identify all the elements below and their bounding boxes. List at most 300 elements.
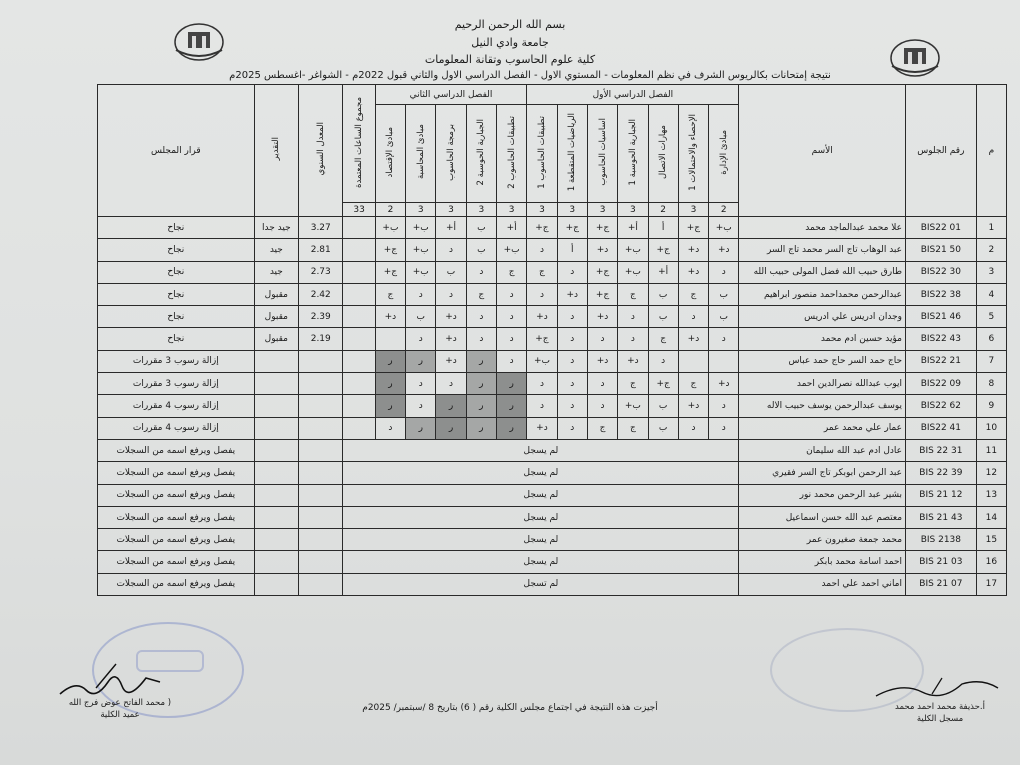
grade-value: ر (375, 395, 405, 417)
council-decision: نجاح (98, 283, 255, 305)
grade-value: د (406, 328, 436, 350)
council-decision: يفصل ويرفع اسمه من السجلات (98, 529, 255, 551)
student-name: يوسف عبدالرحمن يوسف حبيب الاله (739, 395, 906, 417)
grade-value (709, 350, 739, 372)
grade-value: ب+ (618, 395, 648, 417)
grade-value: د (406, 283, 436, 305)
credit-hours: 3 (587, 203, 617, 217)
grade-value: د+ (709, 373, 739, 395)
grade-value (678, 350, 708, 372)
grade-value: ج (618, 417, 648, 439)
grade-value: ج+ (648, 373, 678, 395)
grade-value: د (587, 373, 617, 395)
seat-number: BIS22 43 (906, 328, 977, 350)
col-gpa-header (299, 85, 343, 217)
total-hours-cell (343, 395, 375, 417)
student-name: عبد الوهاب تاج السر محمد تاج السر (739, 239, 906, 261)
seat-number: BIS 22 31 (906, 439, 977, 461)
grade-value: د (709, 328, 739, 350)
student-name: عادل ادم عبد الله سليمان (739, 439, 906, 461)
grade-value: ج (587, 417, 617, 439)
grade-value: أ+ (496, 217, 526, 239)
grade-value: ب+ (406, 261, 436, 283)
grade-value: ج+ (527, 328, 557, 350)
table-row (98, 395, 1007, 417)
grade-value: د (496, 328, 526, 350)
row-number: 10 (976, 417, 1006, 439)
student-name: اماني احمد علي احمد (739, 573, 906, 595)
grade-value: د (618, 306, 648, 328)
student-name: عمار علي محمد عمر (739, 417, 906, 439)
table-row (98, 283, 1007, 305)
result-title: نتيجة إمتحانات بكالريوس الشرف في نظم المعلومات - المستوي الاول - الفصل الدراسي الاول والثاني قبول 2022م - الشواغر -اغسطس 2025م (229, 70, 831, 81)
grade-value: د (709, 395, 739, 417)
credit-hours: 3 (496, 203, 526, 217)
council-decision: يفصل ويرفع اسمه من السجلات (98, 462, 255, 484)
gpa-value: 2.39 (299, 306, 343, 328)
course-header (527, 105, 557, 203)
credit-hours: 3 (557, 203, 587, 217)
seat-number: BIS21 50 (906, 239, 977, 261)
student-name: وجدان ادريس علي ادريس (739, 306, 906, 328)
course-header (466, 105, 496, 203)
table-row (98, 239, 1007, 261)
grade-value: ر (436, 417, 466, 439)
grade-value: ج+ (375, 239, 405, 261)
grade-value: ر (406, 417, 436, 439)
student-name: عبد الرحمن ابوبكر تاج السر فقيري (739, 462, 906, 484)
grade-value: ج (678, 373, 708, 395)
student-name: ايوب عبدالله نصرالدين احمد (739, 373, 906, 395)
seat-number: BIS 2138 (906, 529, 977, 551)
student-name: بشير عبد الرحمن محمد نور (739, 484, 906, 506)
row-number: 14 (976, 506, 1006, 528)
row-number: 3 (976, 261, 1006, 283)
grade-value: ج (375, 283, 405, 305)
not-registered-note: لم يسجل (343, 484, 739, 506)
table-row (98, 462, 1007, 484)
grade-text: مقبول (254, 283, 298, 305)
row-number: 13 (976, 484, 1006, 506)
seat-number: BIS 21 07 (906, 573, 977, 595)
grade-value: ج+ (587, 217, 617, 239)
registrar-name: أ.حذيفة محمد احمد محمد (895, 702, 985, 712)
registrar-signature (872, 672, 1002, 702)
seat-number: BIS22 41 (906, 417, 977, 439)
dean-signature (56, 660, 166, 700)
grade-value: د+ (618, 350, 648, 372)
total-hours-cell (343, 373, 375, 395)
row-number: 15 (976, 529, 1006, 551)
seat-number: BIS 21 43 (906, 506, 977, 528)
course-name: الإحصاء والاحتمالات 1 (688, 113, 699, 191)
total-hours-cell (343, 261, 375, 283)
gpa-cell (299, 551, 343, 573)
grade-value: أ (557, 239, 587, 261)
row-number: 2 (976, 239, 1006, 261)
total-hours-value: 33 (343, 203, 375, 217)
grade-value: د (527, 395, 557, 417)
council-decision: إزالة رسوب 4 مقررات (98, 417, 255, 439)
seat-number: BIS 22 39 (906, 462, 977, 484)
basmala: بسم الله الرحمن الرحيم (454, 18, 566, 31)
council-decision: إزالة رسوب 4 مقررات (98, 395, 255, 417)
grade-cell (254, 551, 298, 573)
sem1-header: الفصل الدراسي الأول (527, 85, 739, 105)
course-name: مهارات الاتصال (658, 125, 669, 179)
not-registered-note: لم يسجل (343, 439, 739, 461)
council-decision: إزالة رسوب 3 مقررات (98, 373, 255, 395)
grade-value: د (436, 373, 466, 395)
gpa-value (299, 395, 343, 417)
course-name: الرياضيات المتقطعة 1 (567, 112, 578, 192)
grade-value: ب (648, 306, 678, 328)
grade-value: د (709, 261, 739, 283)
seat-number: BIS22 30 (906, 261, 977, 283)
grade-value: ب+ (406, 239, 436, 261)
grade-value: ب (648, 395, 678, 417)
course-name: مبادئ المحاسبة (415, 124, 426, 180)
grade-value: ج+ (587, 283, 617, 305)
dean-title: عميد الكلية (100, 710, 140, 720)
row-number: 8 (976, 373, 1006, 395)
grade-value: د (587, 395, 617, 417)
table-row (98, 439, 1007, 461)
grade-value: أ (648, 217, 678, 239)
course-header (436, 105, 466, 203)
grade-value: د (587, 328, 617, 350)
gpa-cell (299, 506, 343, 528)
grade-value: ر (496, 373, 526, 395)
seat-number: BIS22 62 (906, 395, 977, 417)
grade-value: ر (466, 395, 496, 417)
grade-value: ر (375, 350, 405, 372)
grade-value: د (466, 328, 496, 350)
not-registered-note: لم تسجل (343, 573, 739, 595)
grade-value: د (466, 261, 496, 283)
col-total-hours-header (343, 85, 375, 203)
grade-value: ر (466, 417, 496, 439)
grade-value: د+ (436, 328, 466, 350)
grade-value: د+ (527, 306, 557, 328)
grade-value: ر (406, 350, 436, 372)
row-number: 12 (976, 462, 1006, 484)
grade-value: ج+ (375, 261, 405, 283)
course-header (496, 105, 526, 203)
grade-text (254, 395, 298, 417)
grade-value: د+ (557, 283, 587, 305)
table-row (98, 529, 1007, 551)
table-row (98, 306, 1007, 328)
council-decision: يفصل ويرفع اسمه من السجلات (98, 439, 255, 461)
gpa-cell (299, 529, 343, 551)
grade-value: د (406, 373, 436, 395)
credit-hours: 3 (618, 203, 648, 217)
course-name: برمجة الحاسوب (446, 123, 457, 181)
sem2-header: الفصل الدراسي الثاني (375, 85, 527, 105)
grade-value: د (436, 239, 466, 261)
registrar-title: مسجل الكلية (916, 714, 964, 724)
total-hours-cell (343, 239, 375, 261)
grade-value: د (527, 283, 557, 305)
grade-value: د (406, 395, 436, 417)
gpa-cell (299, 573, 343, 595)
seat-number: BIS22 38 (906, 283, 977, 305)
grade-value: د (557, 350, 587, 372)
seat-number: BIS22 01 (906, 217, 977, 239)
gpa-value: 2.81 (299, 239, 343, 261)
grade-value: ج+ (587, 261, 617, 283)
dean-name: ( محمد الفاتح عوض فرج الله (68, 698, 172, 708)
grade-cell (254, 462, 298, 484)
col-no-header: م (976, 85, 1006, 217)
grade-value: د+ (587, 350, 617, 372)
credit-hours: 2 (709, 203, 739, 217)
credit-hours: 3 (527, 203, 557, 217)
grade-value: د (557, 373, 587, 395)
grade-value: ر (466, 373, 496, 395)
grade-text (254, 373, 298, 395)
council-decision: إزالة رسوب 3 مقررات (98, 350, 255, 372)
course-header (678, 105, 708, 203)
grade-value: ب (648, 417, 678, 439)
grade-value: د+ (678, 395, 708, 417)
council-decision: نجاح (98, 261, 255, 283)
grade-value: د (648, 350, 678, 372)
grade-value: ب+ (618, 261, 648, 283)
seat-number: BIS22 09 (906, 373, 977, 395)
course-header (648, 105, 678, 203)
grade-value: ر (496, 417, 526, 439)
grade-value: ج+ (527, 217, 557, 239)
course-name: الجبارية الحوسبة 2 (476, 118, 487, 186)
seat-number: BIS 21 03 (906, 551, 977, 573)
gpa-value: 3.27 (299, 217, 343, 239)
col-name-header: الأسم (739, 85, 906, 217)
grade-value: د+ (587, 239, 617, 261)
course-name: تطبيقات الحاسوب 1 (536, 115, 547, 189)
total-hours-cell (343, 417, 375, 439)
table-row (98, 373, 1007, 395)
grade-value: ر (436, 395, 466, 417)
not-registered-note: لم يسجل (343, 506, 739, 528)
credit-hours: 3 (678, 203, 708, 217)
grade-value: د (466, 306, 496, 328)
grade-value: د (527, 373, 557, 395)
row-number: 9 (976, 395, 1006, 417)
gpa-value: 2.73 (299, 261, 343, 283)
council-decision: نجاح (98, 217, 255, 239)
course-name: تطبيقات الحاسوب 2 (506, 115, 517, 189)
col-seat-header: رقم الجلوس (906, 85, 977, 217)
grade-text (254, 350, 298, 372)
gpa-cell (299, 462, 343, 484)
grade-value: د (557, 306, 587, 328)
grade-value: ر (466, 350, 496, 372)
grade-value: د (557, 261, 587, 283)
grade-value: ب (466, 217, 496, 239)
grade-value: د (557, 395, 587, 417)
credit-hours: 2 (648, 203, 678, 217)
grade-value: ر (496, 395, 526, 417)
grade-cell (254, 573, 298, 595)
grade-value: د+ (436, 306, 466, 328)
grade-cell (254, 529, 298, 551)
row-number: 16 (976, 551, 1006, 573)
grade-value: ب+ (709, 217, 739, 239)
course-header (375, 105, 405, 203)
table-row (98, 350, 1007, 372)
table-row (98, 328, 1007, 350)
grade-value: أ+ (436, 217, 466, 239)
grade-value: ج (678, 283, 708, 305)
council-decision: نجاح (98, 239, 255, 261)
seat-number: BIS22 21 (906, 350, 977, 372)
grade-value: د (496, 306, 526, 328)
student-name: معتصم عبد الله حسن اسماعيل (739, 506, 906, 528)
credit-hours: 3 (466, 203, 496, 217)
grade-value: ج (618, 373, 648, 395)
grade-value: ب (466, 239, 496, 261)
grade-value: ب+ (527, 350, 557, 372)
row-number: 5 (976, 306, 1006, 328)
grade-text: مقبول (254, 328, 298, 350)
grade-value: د (618, 328, 648, 350)
row-number: 1 (976, 217, 1006, 239)
grade-value: ب+ (618, 239, 648, 261)
grade-value: د+ (678, 261, 708, 283)
student-name: علا محمد عبدالماجد محمد (739, 217, 906, 239)
grade-value: أ+ (618, 217, 648, 239)
grade-value: د (678, 417, 708, 439)
grade-value: ج (527, 261, 557, 283)
course-name: مبادئ الإدارة (718, 129, 729, 175)
university-name: جامعة وادي النيل (471, 36, 549, 49)
grade-value: د+ (375, 306, 405, 328)
council-decision: نجاح (98, 306, 255, 328)
grade-value: ج (648, 328, 678, 350)
grade-value: ب (709, 283, 739, 305)
table-row (98, 217, 1007, 239)
grade-value: ج (496, 261, 526, 283)
course-header (587, 105, 617, 203)
grade-value: ج (466, 283, 496, 305)
grade-label: التقدير (271, 137, 282, 161)
grade-value: ج (618, 283, 648, 305)
grade-value: ب+ (375, 217, 405, 239)
grade-text: جيد جدا (254, 217, 298, 239)
total-hours-cell (343, 328, 375, 350)
grade-value: د (709, 417, 739, 439)
total-hours-cell (343, 350, 375, 372)
total-hours-cell (343, 217, 375, 239)
student-name: محمد جمعة صغيرون عمر (739, 529, 906, 551)
grade-value: ب (648, 283, 678, 305)
course-header (406, 105, 436, 203)
grade-value: د (436, 283, 466, 305)
gpa-value (299, 350, 343, 372)
course-header (709, 105, 739, 203)
council-decision: يفصل ويرفع اسمه من السجلات (98, 484, 255, 506)
grade-value: د (557, 328, 587, 350)
gpa-value (299, 373, 343, 395)
council-decision: يفصل ويرفع اسمه من السجلات (98, 573, 255, 595)
table-row (98, 417, 1007, 439)
student-name: مؤيد حسين ادم محمد (739, 328, 906, 350)
table-row (98, 573, 1007, 595)
grade-value: د (557, 417, 587, 439)
total-hours-cell (343, 283, 375, 305)
row-number: 4 (976, 283, 1006, 305)
grade-value: ب+ (406, 217, 436, 239)
grade-value: د+ (678, 239, 708, 261)
table-row (98, 261, 1007, 283)
grade-cell (254, 439, 298, 461)
gpa-value (299, 417, 343, 439)
row-number: 17 (976, 573, 1006, 595)
council-decision: نجاح (98, 328, 255, 350)
student-name: طارق حبيب الله فضل المولى حبيب الله (739, 261, 906, 283)
course-name: الجبارية الحوسبة 1 (627, 118, 638, 186)
grade-text: جيد (254, 239, 298, 261)
grade-text (254, 417, 298, 439)
grade-cell (254, 506, 298, 528)
credit-hours: 3 (436, 203, 466, 217)
grade-value: ر (375, 373, 405, 395)
gpa-cell (299, 484, 343, 506)
gpa-cell (299, 439, 343, 461)
col-grade-header (254, 85, 298, 217)
row-number: 11 (976, 439, 1006, 461)
results-table (97, 84, 1007, 596)
gpa-value: 2.19 (299, 328, 343, 350)
row-number: 6 (976, 328, 1006, 350)
col-decision-header: قرار المجلس (98, 85, 255, 217)
grade-value: د (527, 239, 557, 261)
table-row (98, 484, 1007, 506)
grade-value: ج+ (557, 217, 587, 239)
gpa-value: 2.42 (299, 283, 343, 305)
grade-value: ب+ (496, 239, 526, 261)
grade-value: د+ (678, 328, 708, 350)
course-header (618, 105, 648, 203)
grade-value: د (496, 350, 526, 372)
row-number: 7 (976, 350, 1006, 372)
grade-value: د+ (709, 239, 739, 261)
grade-value: د+ (527, 417, 557, 439)
course-name: مبادئ الإقتصاد (385, 126, 396, 178)
grade-value: ب (436, 261, 466, 283)
grade-text: مقبول (254, 306, 298, 328)
grade-value: ب (709, 306, 739, 328)
grade-value: د+ (587, 306, 617, 328)
council-decision: يفصل ويرفع اسمه من السجلات (98, 551, 255, 573)
total-hours-label: مجموع الساعات المعتمدة (354, 96, 365, 188)
credit-hours: 3 (406, 203, 436, 217)
student-name: احمد اسامة محمد بابكر (739, 551, 906, 573)
not-registered-note: لم يسجل (343, 529, 739, 551)
grade-value: د (375, 417, 405, 439)
student-name: حاج حمد السر حاج حمد عباس (739, 350, 906, 372)
grade-value: ج+ (678, 217, 708, 239)
gpa-label: المعدل السنوي (315, 122, 326, 176)
grade-value: د (678, 306, 708, 328)
grade-value (375, 328, 405, 350)
student-name: عبدالرحمن محمداحمد منصور ابراهيم (739, 283, 906, 305)
not-registered-note: لم يسجل (343, 462, 739, 484)
council-decision: يفصل ويرفع اسمه من السجلات (98, 506, 255, 528)
course-name: اساسيات الحاسوب (597, 118, 608, 186)
